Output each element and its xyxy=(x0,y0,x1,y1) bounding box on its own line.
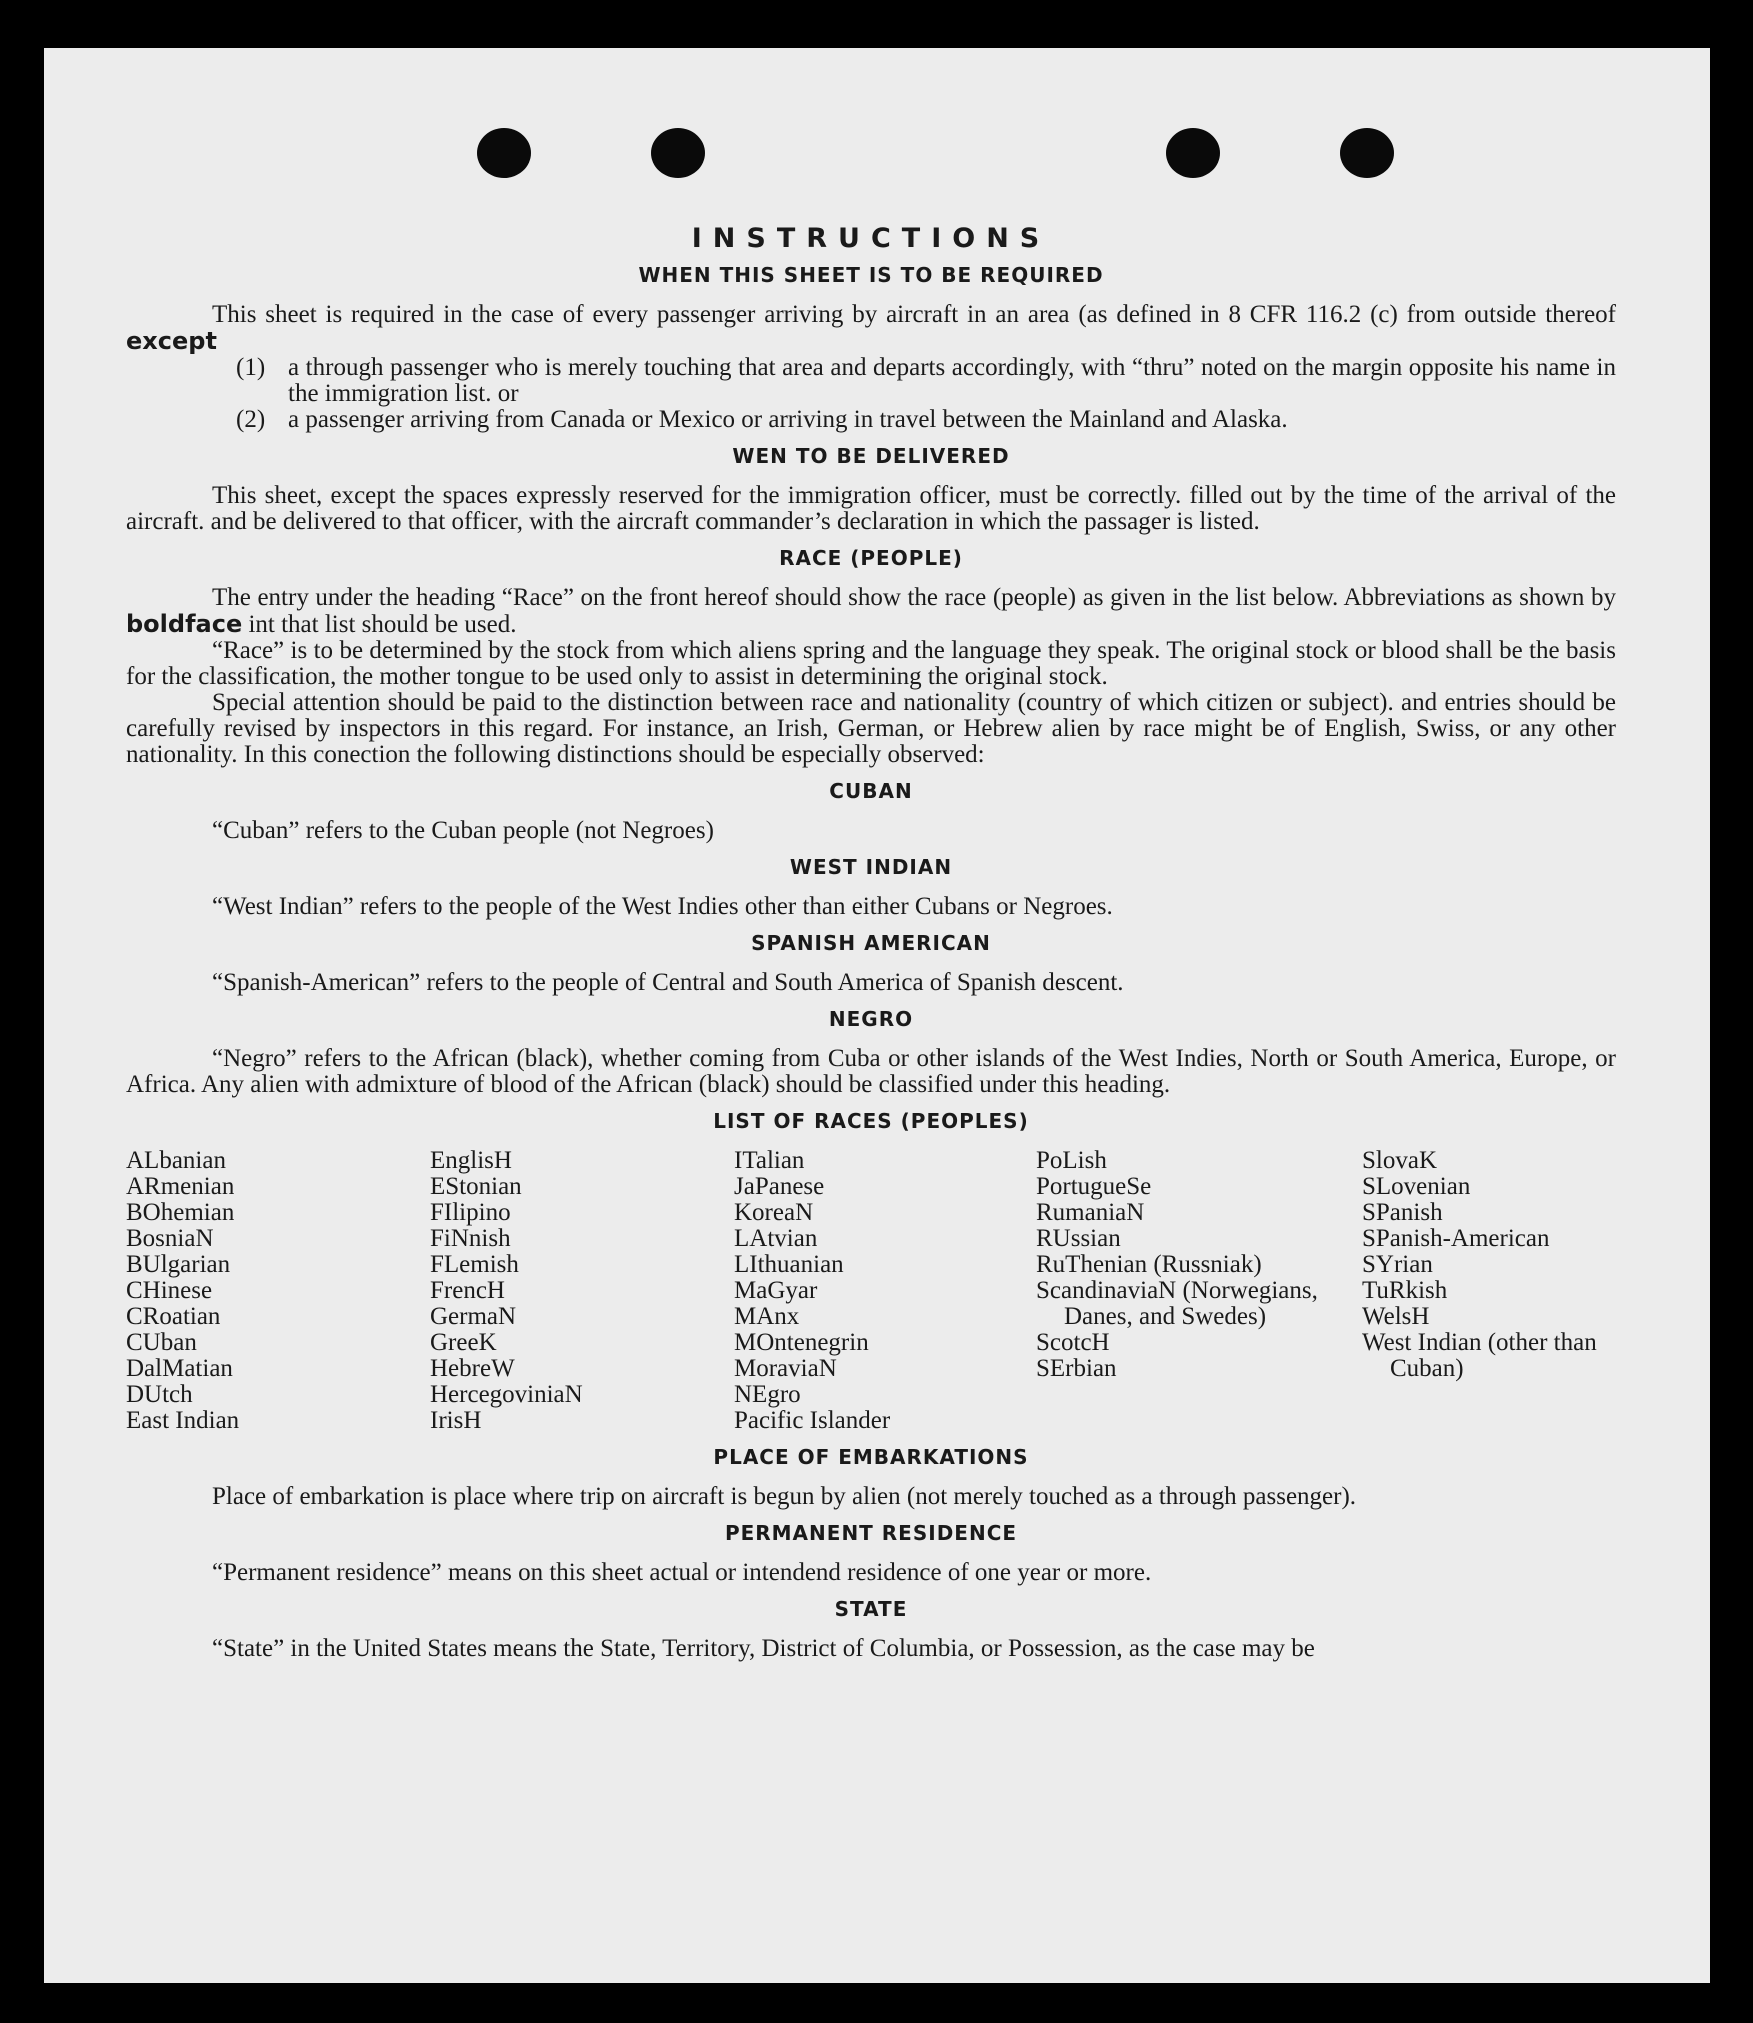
race-item: LAtvian xyxy=(734,1225,818,1252)
exception-item-2: (2) a passenger arriving from Canada or Mexico or arriving in travel between the Mainland and Alaska. xyxy=(236,406,1288,433)
punch-hole-1 xyxy=(477,128,531,178)
race-item: SPanish-American xyxy=(1362,1225,1550,1252)
heading-list-of-races: LIST OF RACES (PEOPLES) xyxy=(713,1109,1029,1133)
race-item: East Indian xyxy=(126,1407,240,1434)
race-item: EnglisH xyxy=(430,1147,512,1174)
instructions-content xyxy=(126,223,1616,1662)
race-item: RuThenian (Russniak) xyxy=(1036,1251,1262,1278)
race-item: DalMatian xyxy=(126,1355,233,1382)
race-item: LIthuanian xyxy=(734,1251,844,1278)
punch-hole-3 xyxy=(1166,128,1220,178)
heading-permanent-residence: PERMANENT RESIDENCE xyxy=(724,1521,1018,1545)
race-item: ScandinaviaN (Norwegians, Danes, and Swedes) xyxy=(1036,1277,1318,1330)
race-item: FiNnish xyxy=(430,1225,511,1252)
race-item: JaPanese xyxy=(734,1173,825,1200)
race-item: ScotcH xyxy=(1036,1329,1110,1356)
race-item: WelsH xyxy=(1362,1303,1430,1330)
race-column-1 xyxy=(126,1148,430,1434)
heading-cuban: CUBAN xyxy=(829,779,913,803)
race-item: BUlgarian xyxy=(126,1251,231,1278)
race-column-2 xyxy=(430,1148,734,1434)
document-page xyxy=(44,48,1710,1983)
punch-hole-2 xyxy=(651,128,705,178)
race-item: SLovenian xyxy=(1362,1173,1471,1200)
race-item: CUban xyxy=(126,1329,197,1356)
race-paragraph-3: Special attention should be paid to the distinction between race and nationality (country of which citizen or subject). and entries should be carefully revised by inspectors in this regard. For instance, an Irish, German, or Hebrew alien by race might be of English, Swiss, or any other nationality. In this conection the following distinctions should be especially observed: xyxy=(126,689,1616,768)
heading-negro: NEGRO xyxy=(828,1007,914,1031)
race-item: RUssian xyxy=(1036,1225,1121,1252)
punch-hole-4 xyxy=(1340,128,1394,178)
race-paragraph-2: “Race” is to be determined by the stock from which aliens spring and the language they speak. The original stock or blood shall be the basis for the classification, the mother tongue to be used only to assist in determining the original stock. xyxy=(126,637,1616,690)
heading-spanish-american: SPANISH AMERICAN xyxy=(751,931,991,955)
race-item: SlovaK xyxy=(1362,1147,1437,1174)
race-item: FIlipino xyxy=(430,1199,511,1226)
race-item: TuRkish xyxy=(1362,1277,1448,1304)
heading-race: RACE (PEOPLE) xyxy=(779,546,963,570)
race-paragraph-1: The entry under the heading “Race” on the front hereof should show the race (people) as given in the list below. Abbreviations as shown by boldface int that list should be used. xyxy=(126,584,1616,638)
race-item: MAnx xyxy=(734,1303,800,1330)
heading-when-delivered: WEN TO BE DELIVERED xyxy=(732,444,1010,468)
west-indian-text: “West Indian” refers to the people of the West Indies other than either Cubans or Negroes. xyxy=(212,893,1113,920)
race-column-5 xyxy=(1362,1148,1616,1434)
race-item: BOhemian xyxy=(126,1199,235,1226)
race-item: GreeK xyxy=(430,1329,497,1356)
heading-state: STATE xyxy=(834,1597,908,1621)
when-delivered-text: This sheet, except the spaces expressly reserved for the immigration officer, must be correctly. filled out by the time of the arrival of the aircraft. and be delivered to that officer, with the aircraft commander’s declaration in which the passager is listed. xyxy=(126,482,1616,535)
negro-text: “Negro” refers to the African (black), whether coming from Cuba or other islands of the West Indies, North or South America, Europe, or Africa. Any alien with admixture of blood of the African (black) should be classified under this heading. xyxy=(126,1045,1616,1098)
race-item: ALbanian xyxy=(126,1147,226,1174)
cuban-text: “Cuban” refers to the Cuban people (not Negroes) xyxy=(212,817,714,844)
race-item: SYrian xyxy=(1362,1251,1433,1278)
when-required-intro: This sheet is required in the case of every passenger arriving by aircraft in an area (as defined in 8 CFR 116.2 (c) from outside thereof except xyxy=(126,301,1616,355)
race-item: West Indian (other than Cuban) xyxy=(1362,1329,1597,1382)
race-item: FrencH xyxy=(430,1277,505,1304)
race-item: NEgro xyxy=(734,1381,801,1408)
race-item: HebreW xyxy=(430,1355,515,1382)
race-item: MaGyar xyxy=(734,1277,818,1304)
race-item: HercegoviniaN xyxy=(430,1381,583,1408)
page-title: INSTRUCTIONS xyxy=(691,223,1051,254)
race-column-3 xyxy=(734,1148,1036,1434)
race-item: CRoatian xyxy=(126,1303,221,1330)
heading-embarkation: PLACE OF EMBARKATIONS xyxy=(713,1445,1029,1469)
race-item: CHinese xyxy=(126,1277,213,1304)
race-item: MOntenegrin xyxy=(734,1329,869,1356)
race-item: PortugueSe xyxy=(1036,1173,1152,1200)
boldface-bold: boldface xyxy=(126,610,243,638)
race-column-4 xyxy=(1036,1148,1362,1434)
race-item: PoLish xyxy=(1036,1147,1107,1174)
race-list xyxy=(126,1148,1616,1434)
race-item: FLemish xyxy=(430,1251,519,1278)
race-item: EStonian xyxy=(430,1173,522,1200)
race-item: SPanish xyxy=(1362,1199,1443,1226)
race-item: BosniaN xyxy=(126,1225,214,1252)
race-item: RumaniaN xyxy=(1036,1199,1145,1226)
race-item: SErbian xyxy=(1036,1355,1117,1382)
race-item: Pacific Islander xyxy=(734,1407,891,1434)
spanish-american-text: “Spanish-American” refers to the people of Central and South America of Spanish descent. xyxy=(212,969,1124,996)
race-item: DUtch xyxy=(126,1381,193,1408)
race-item: KoreaN xyxy=(734,1199,814,1226)
heading-west-indian: WEST INDIAN xyxy=(789,855,953,879)
race-item: ITalian xyxy=(734,1147,805,1174)
race-item: GermaN xyxy=(430,1303,517,1330)
exception-item-1: (1) a through passenger who is merely touching that area and departs accordingly, with “thru” noted on the margin opposite his name in the immigration list. or xyxy=(236,354,1616,407)
permanent-residence-text: “Permanent residence” means on this sheet actual or intendend residence of one year or more. xyxy=(212,1559,1152,1586)
state-text: “State” in the United States means the State, Territory, District of Columbia, or Possession, as the case may be xyxy=(212,1635,1315,1662)
except-bold: except xyxy=(126,327,217,355)
race-item: MoraviaN xyxy=(734,1355,837,1382)
race-item: IrisH xyxy=(430,1407,482,1434)
race-item: ARmenian xyxy=(126,1173,235,1200)
heading-when-required: WHEN THIS SHEET IS TO BE REQUIRED xyxy=(638,263,1104,287)
embarkation-text: Place of embarkation is place where trip on aircraft is begun by alien (not merely touched as a through passenger). xyxy=(212,1483,1357,1510)
